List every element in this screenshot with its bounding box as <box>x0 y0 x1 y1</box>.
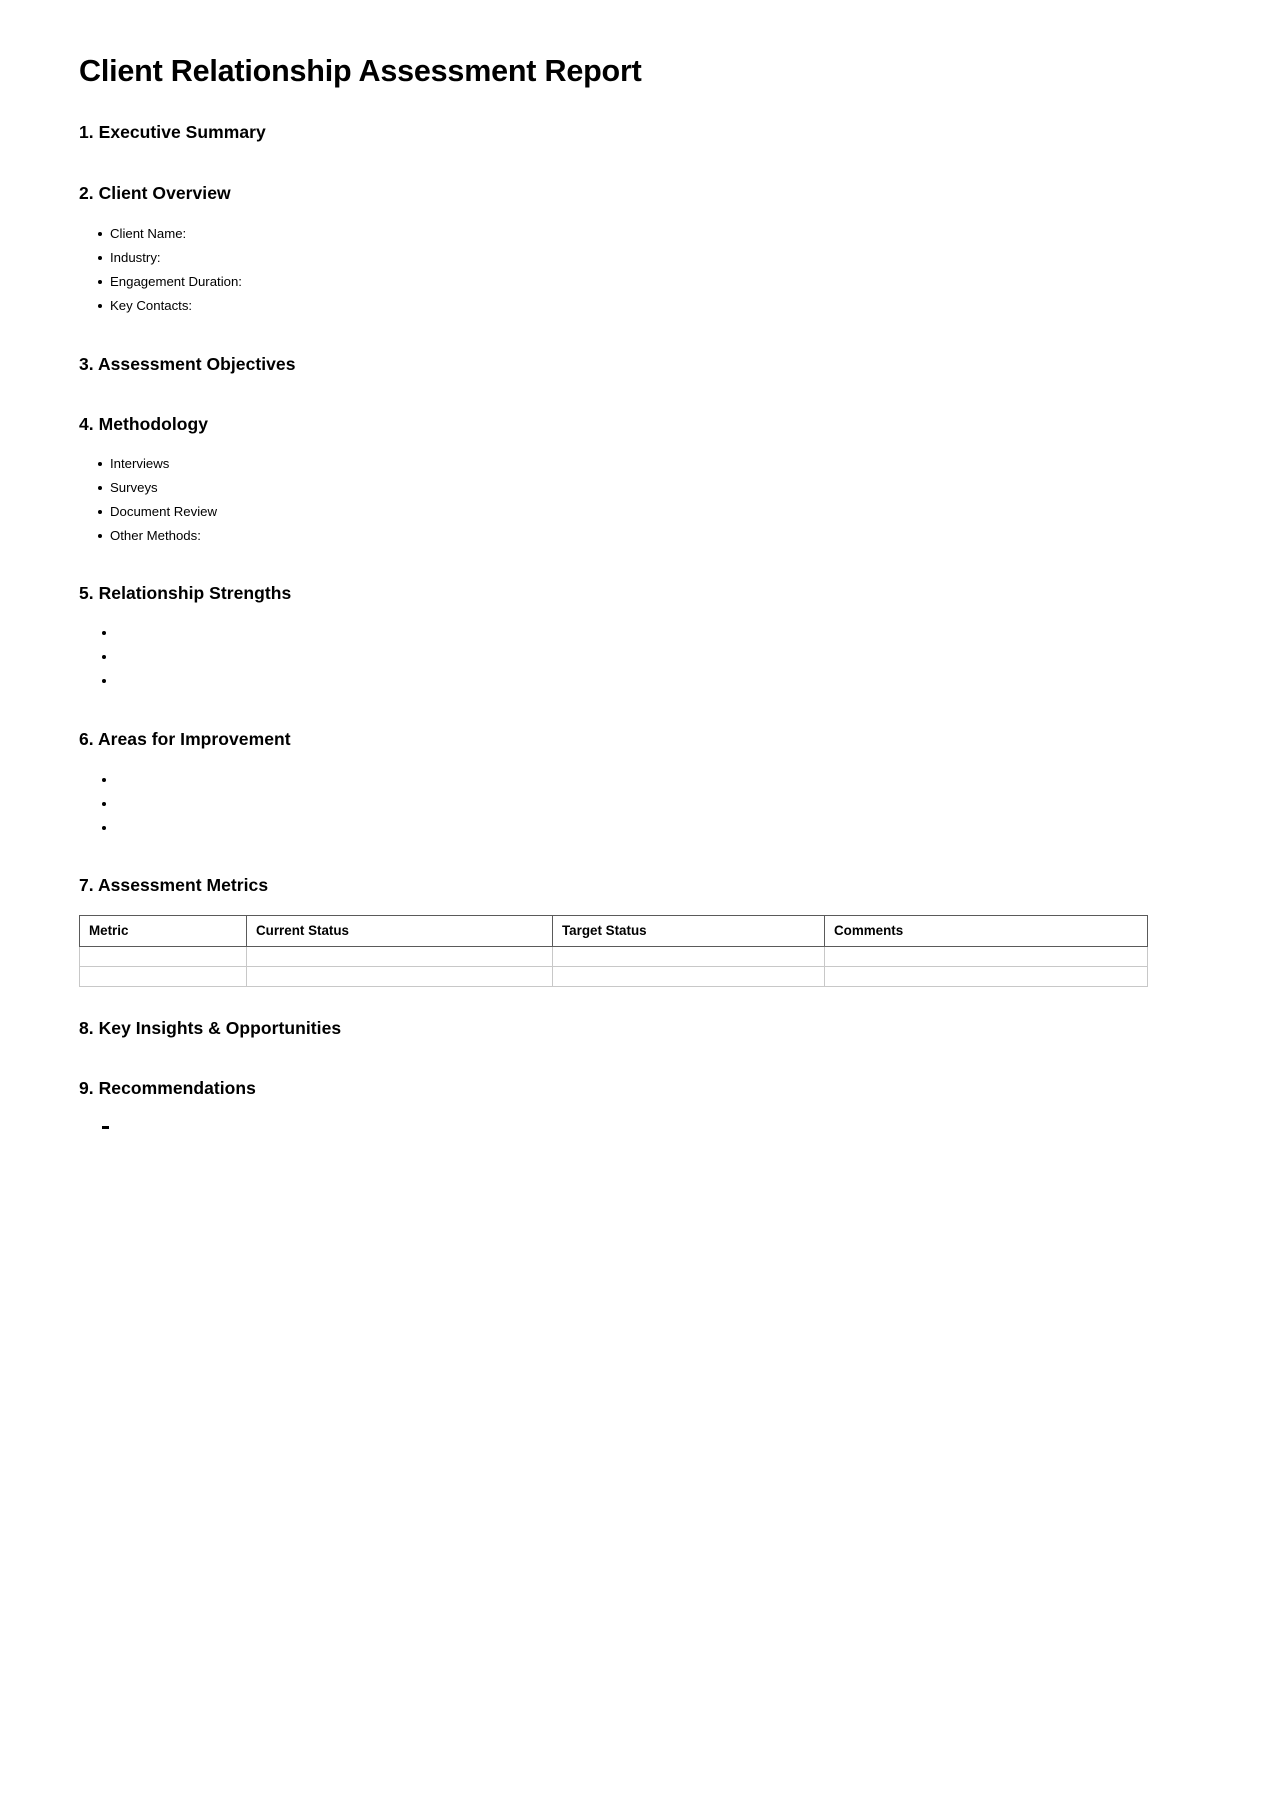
table-row <box>80 947 1148 967</box>
list-item <box>79 645 110 669</box>
list-item-label: Industry: <box>110 250 161 265</box>
table-cell[interactable] <box>825 947 1148 967</box>
list-item <box>79 524 217 548</box>
areas-for-improvement-list <box>79 768 110 840</box>
relationship-strengths-list <box>79 621 110 693</box>
column-header-target-status: Target Status <box>553 916 825 947</box>
list-item <box>79 792 110 816</box>
table-cell[interactable] <box>247 967 553 987</box>
list-item-label: Document Review <box>110 504 218 519</box>
list-item <box>79 500 217 524</box>
section-heading-relationship-strengths: 5. Relationship Strengths <box>79 583 292 603</box>
list-item-label: Engagement Duration: <box>110 274 242 289</box>
list-item <box>79 270 242 294</box>
table-cell[interactable] <box>553 947 825 967</box>
methodology-list <box>79 452 217 548</box>
column-header-metric: Metric <box>80 916 247 947</box>
section-heading-client-overview: 2. Client Overview <box>79 183 231 203</box>
section-heading-key-insights-opportunities: 8. Key Insights & Opportunities <box>79 1018 342 1038</box>
list-item <box>79 621 110 645</box>
list-item <box>79 246 242 270</box>
table-header-row <box>80 916 1148 947</box>
list-item <box>79 816 110 840</box>
list-item-label: Interviews <box>110 456 170 471</box>
list-item <box>79 669 110 693</box>
section-heading-executive-summary: 1. Executive Summary <box>79 122 266 142</box>
list-item <box>79 768 110 792</box>
list-item <box>79 294 242 318</box>
column-header-comments: Comments <box>825 916 1148 947</box>
list-item-label: Client Name: <box>110 226 187 241</box>
page-title: Client Relationship Assessment Report <box>79 54 642 88</box>
table-cell[interactable] <box>80 947 247 967</box>
section-heading-methodology: 4. Methodology <box>79 414 209 434</box>
list-item-label: Key Contacts: <box>110 298 193 313</box>
table-row <box>80 967 1148 987</box>
table-cell[interactable] <box>825 967 1148 987</box>
list-item-label: Surveys <box>110 480 158 495</box>
table-cell[interactable] <box>80 967 247 987</box>
section-heading-assessment-metrics: 7. Assessment Metrics <box>79 875 269 895</box>
list-item <box>79 222 242 246</box>
column-header-current-status: Current Status <box>247 916 553 947</box>
section-heading-assessment-objectives: 3. Assessment Objectives <box>79 354 296 374</box>
section-heading-areas-for-improvement: 6. Areas for Improvement <box>79 729 291 749</box>
recommendations-list-item-marker <box>79 1120 379 1140</box>
table-cell[interactable] <box>553 967 825 987</box>
section-heading-recommendations: 9. Recommendations <box>79 1078 256 1098</box>
table-cell[interactable] <box>247 947 553 967</box>
list-item <box>79 452 217 476</box>
client-overview-list <box>79 222 242 318</box>
list-item-label: Other Methods: <box>110 528 201 543</box>
list-item <box>79 476 217 500</box>
assessment-metrics-table <box>79 915 1148 987</box>
